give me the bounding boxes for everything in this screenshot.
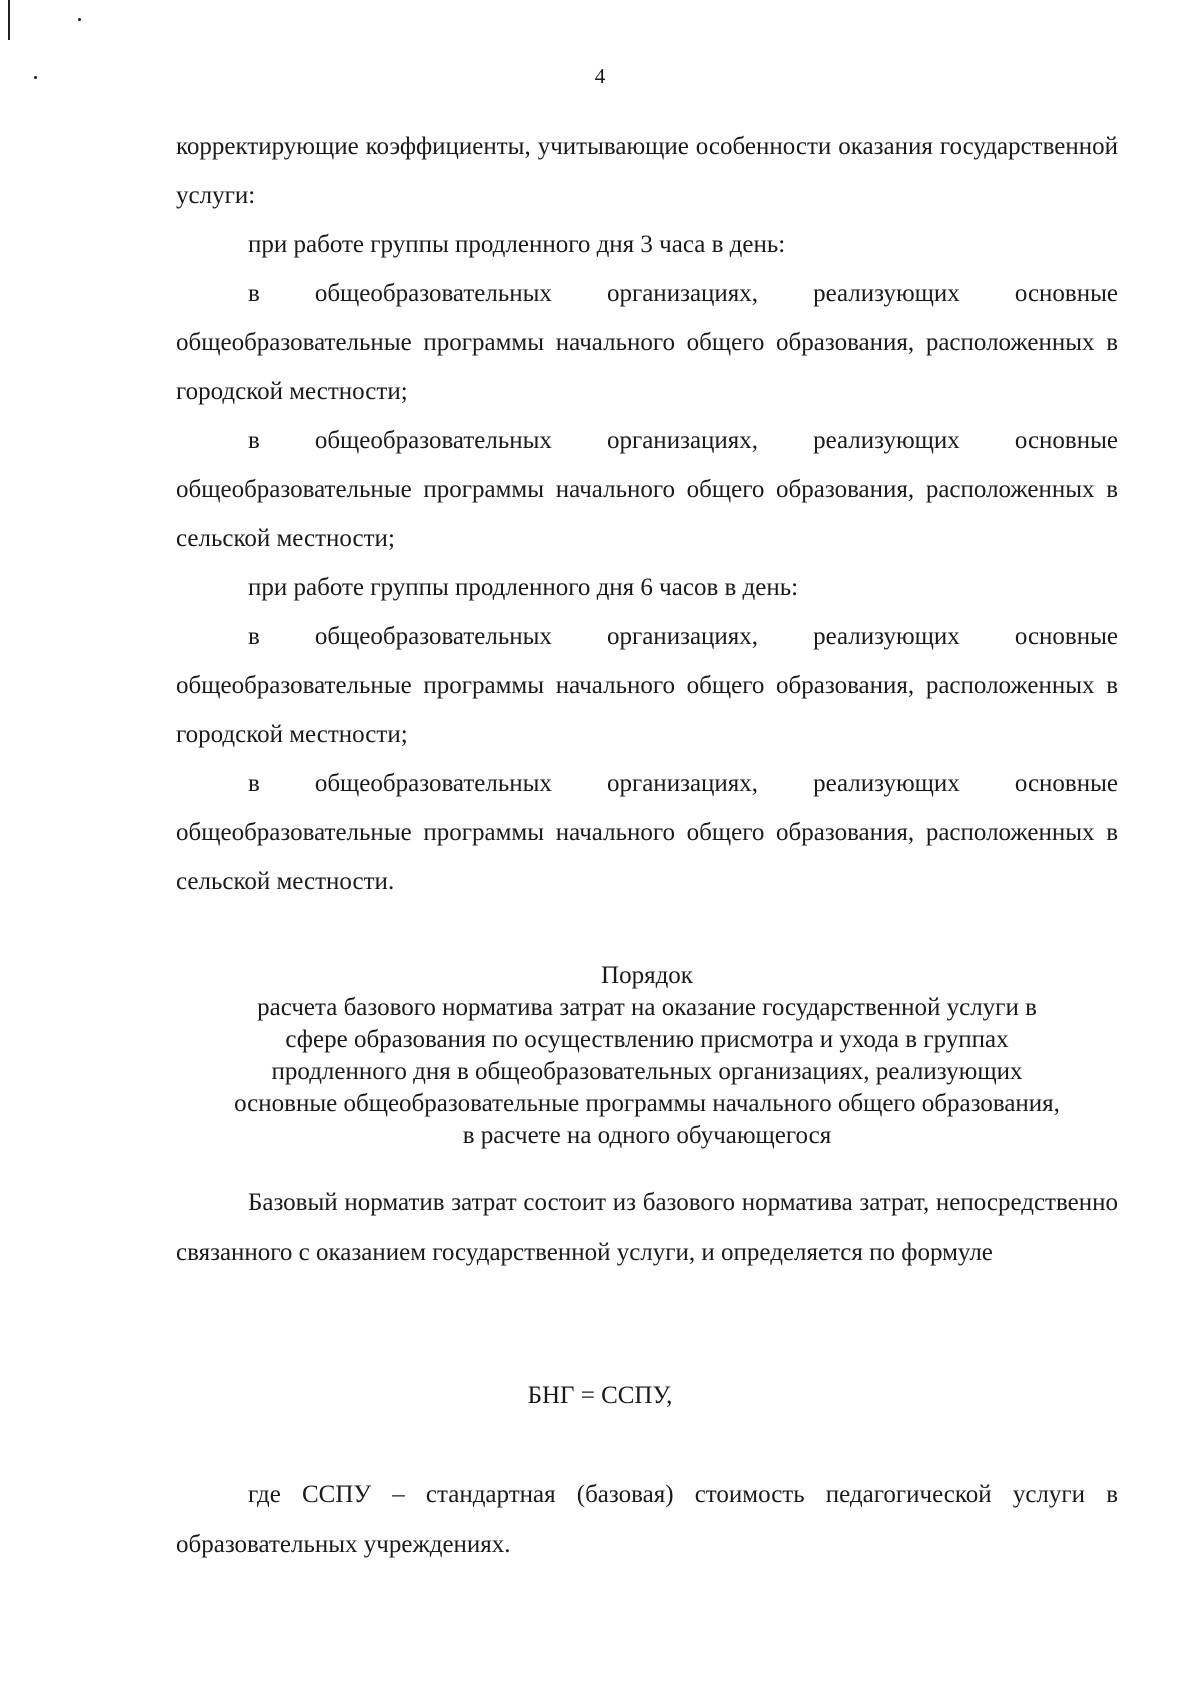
heading-line: в расчете на одного обучающегося	[462, 1122, 832, 1149]
paragraph-3h-rural: в общеобразовательных организациях, реализующих основные общеобразовательные программы начального общего образования, расположенных в сельской местности;	[176, 427, 1118, 552]
heading-line: продленного дня в общеобразовательных организациях, реализующих	[271, 1058, 1023, 1085]
paragraph-3h-urban: в общеобразовательных организациях, реализующих основные общеобразовательные программы начального общего образования, расположенных в городской местности;	[176, 280, 1118, 405]
section-heading	[176, 960, 1118, 1152]
paragraph-formula-definition: где ССПУ – стандартная (базовая) стоимость педагогической услуги в образовательных учреждениях.	[176, 1481, 1118, 1558]
page-number: 4	[594, 64, 606, 88]
paragraph-correction-coefficients: корректирующие коэффициенты, учитывающие особенности оказания государственной услуги:	[176, 133, 1118, 209]
heading-line: основные общеобразовательные программы начального общего образования,	[234, 1090, 1060, 1117]
heading-line: сфере образования по осуществлению присмотра и ухода в группах	[285, 1026, 1009, 1053]
scan-speck	[78, 18, 81, 21]
heading-line: расчета базового норматива затрат на оказание государственной услуги в	[257, 994, 1037, 1021]
paragraph-6-hours: при работе группы продленного дня 6 часов в день:	[248, 574, 799, 601]
body-text-section-1	[176, 122, 1118, 906]
paragraph-base-norm-intro: Базовый норматив затрат состоит из базового норматива затрат, непосредственно связанного с оказанием государственной услуги, и определяется по формуле	[176, 1189, 1118, 1266]
paragraph-6h-urban: в общеобразовательных организациях, реализующих основные общеобразовательные программы начального общего образования, расположенных в городской местности;	[176, 623, 1118, 748]
body-text-section-2	[176, 1178, 1118, 1278]
paragraph-6h-rural: в общеобразовательных организациях, реализующих основные общеобразовательные программы начального общего образования, расположенных в сельской местности.	[176, 770, 1118, 895]
scan-edge-mark	[8, 0, 10, 40]
paragraph-3-hours: при работе группы продленного дня 3 часа в день:	[248, 231, 786, 258]
formula: БНГ = ССПУ,	[527, 1382, 673, 1409]
body-text-section-3	[176, 1470, 1118, 1570]
heading-title: Порядок	[601, 962, 693, 989]
